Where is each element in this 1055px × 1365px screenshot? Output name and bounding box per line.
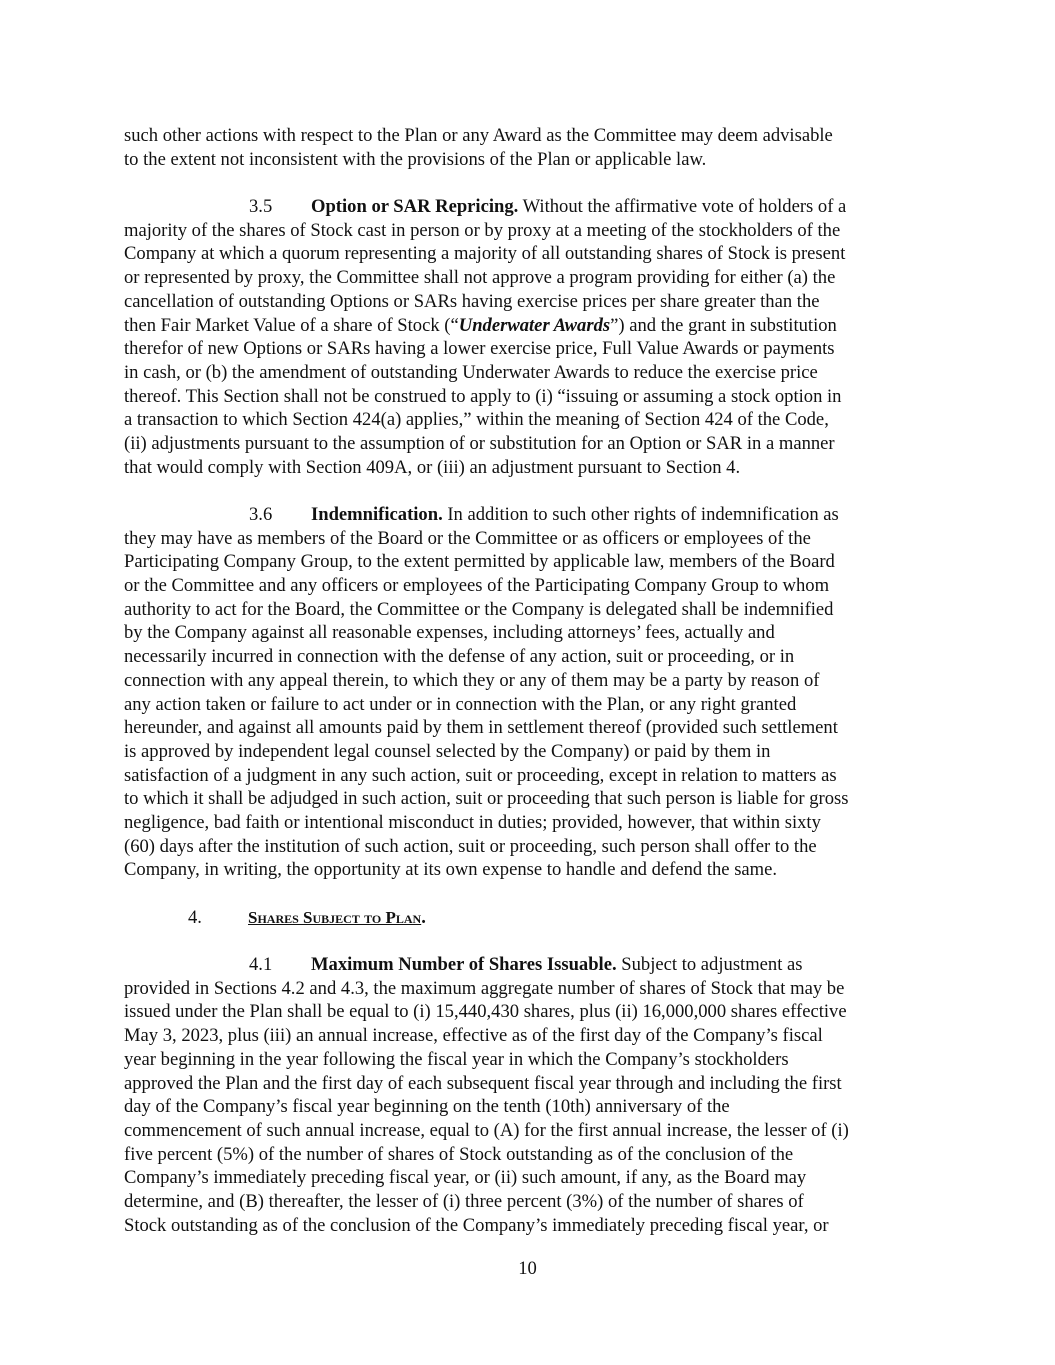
text-line: five percent (5%) of the number of shares of Stock outstanding as of the conclusion of the	[124, 1143, 794, 1165]
text-line: (60) days after the institution of such action, suit or proceeding, such person shall offer to the	[124, 835, 817, 857]
article-number: 4.	[188, 906, 202, 928]
text-line: approved the Plan and the first day of each subsequent fiscal year through and including the first	[124, 1072, 842, 1094]
text-line: issued under the Plan shall be equal to (i) 15,440,430 shares, plus (ii) 16,000,000 shares effective	[124, 1001, 847, 1023]
text-line: in cash, or (b) the amendment of outstanding Underwater Awards to reduce the exercise price	[124, 361, 818, 383]
text-fragment: ”) and the grant in substitution	[610, 314, 837, 336]
section-title: Maximum Number of Shares Issuable.	[311, 954, 617, 976]
defined-term: Underwater Awards	[458, 314, 611, 336]
section-number: 3.5	[249, 196, 273, 218]
text-line: year beginning in the year following the fiscal year in which the Company’s stockholders	[124, 1048, 789, 1070]
section-4-1	[124, 953, 944, 1237]
text-line: negligence, bad faith or intentional misconduct in duties; provided, however, that within sixty	[124, 811, 821, 833]
text-line: hereunder, and against all amounts paid by them in settlement thereof (provided such settlement	[124, 717, 838, 739]
text-line: by the Company against all reasonable expenses, including attorneys’ fees, actually and	[124, 622, 775, 644]
document-page	[124, 124, 944, 1237]
section-number: 4.1	[249, 954, 273, 976]
text-line: majority of the shares of Stock cast in person or by proxy at a meeting of the stockholders of the	[124, 219, 841, 241]
text-line: connection with any appeal therein, to which they or any of them may be a party by reason of	[124, 669, 820, 691]
text-line: therefor of new Options or SARs having a lower exercise price, Full Value Awards or payments	[124, 338, 835, 360]
text-line: a transaction to which Section 424(a) applies,” within the meaning of Section 424 of the Code,	[124, 409, 829, 431]
text-line: any action taken or failure to act under or in connection with the Plan, or any right granted	[124, 693, 797, 715]
text-line: they may have as members of the Board or the Committee or as officers or employees of the	[124, 527, 811, 549]
section-heading-line	[124, 195, 944, 219]
text-line: determine, and (B) thereafter, the lesser of (i) three percent (3%) of the number of shares of	[124, 1190, 804, 1212]
text-line: satisfaction of a judgment in any such action, suit or proceeding, except in relation to matters as	[124, 764, 837, 786]
text-line: commencement of such annual increase, equal to (A) for the first annual increase, the lesser of (i)	[124, 1119, 849, 1141]
section-3-6	[124, 503, 944, 882]
text-line: Company’s immediately preceding fiscal year, or (ii) such amount, if any, as the Board may	[124, 1167, 807, 1189]
text-line: May 3, 2023, plus (iii) an annual increase, effective as of the first day of the Company’s fiscal	[124, 1025, 823, 1047]
section-number: 3.6	[249, 504, 273, 525]
text-line: cancellation of outstanding Options or SARs having exercise prices per share greater than the	[124, 290, 820, 312]
defined-term-line	[124, 314, 944, 338]
section-title: Option or SAR Repricing.	[311, 196, 519, 218]
text-line: that would comply with Section 409A, or (iii) an adjustment pursuant to Section 4.	[124, 456, 741, 478]
text-line: such other actions with respect to the Plan or any Award as the Committee may deem advisable	[124, 125, 833, 146]
text-line: provided in Sections 4.2 and 4.3, the maximum aggregate number of shares of Stock that may be	[124, 977, 845, 999]
text-fragment: then Fair Market Value of a share of Stock (“	[124, 314, 459, 336]
section-heading-line	[124, 503, 944, 527]
section-text: Without the affirmative vote of holders of a	[518, 196, 847, 218]
article-title: Shares Subject to Plan	[248, 907, 422, 927]
text-line: to the extent not inconsistent with the provisions of the Plan or applicable law.	[124, 148, 707, 170]
intro-paragraph	[124, 124, 944, 171]
text-line: Company, in writing, the opportunity at its own expense to handle and defend the same.	[124, 859, 778, 881]
text-line: necessarily incurred in connection with the defense of any action, suit or proceeding, or in	[124, 646, 795, 668]
text-line: thereof. This Section shall not be construed to apply to (i) “issuing or assuming a stock option in	[124, 385, 842, 407]
section-title: Indemnification.	[311, 504, 443, 525]
text-line: authority to act for the Board, the Committee or the Company is delegated shall be indemnified	[124, 598, 834, 620]
text-line: Participating Company Group, to the extent permitted by applicable law, members of the Board	[124, 551, 835, 573]
section-text: In addition to such other rights of indemnification as	[442, 504, 839, 525]
text-line: day of the Company’s fiscal year beginning on the tenth (10th) anniversary of the	[124, 1096, 730, 1118]
section-4-heading	[124, 906, 944, 930]
article-heading-line	[124, 906, 944, 930]
text-line: is approved by independent legal counsel selected by the Company) or paid by them in	[124, 740, 771, 762]
text-line: Stock outstanding as of the conclusion of the Company’s immediately preceding fiscal year, or	[124, 1214, 829, 1236]
text-line: (ii) adjustments pursuant to the assumption of or substitution for an Option or SAR in a manner	[124, 432, 835, 454]
page-number: 10	[518, 1258, 537, 1279]
text-line: Company at which a quorum representing a majority of all outstanding shares of Stock is present	[124, 243, 846, 265]
text-line: or represented by proxy, the Committee shall not approve a program providing for either (a) the	[124, 267, 836, 289]
text-line: or the Committee and any officers or employees of the Participating Company Group to whom	[124, 575, 830, 597]
section-heading-line	[124, 953, 944, 977]
text-line: to which it shall be adjudged in such action, suit or proceeding that such person is liable for gross	[124, 788, 849, 810]
section-3-5	[124, 195, 944, 479]
section-text: Subject to adjustment as	[616, 954, 803, 976]
article-title-suffix: .	[421, 906, 426, 928]
